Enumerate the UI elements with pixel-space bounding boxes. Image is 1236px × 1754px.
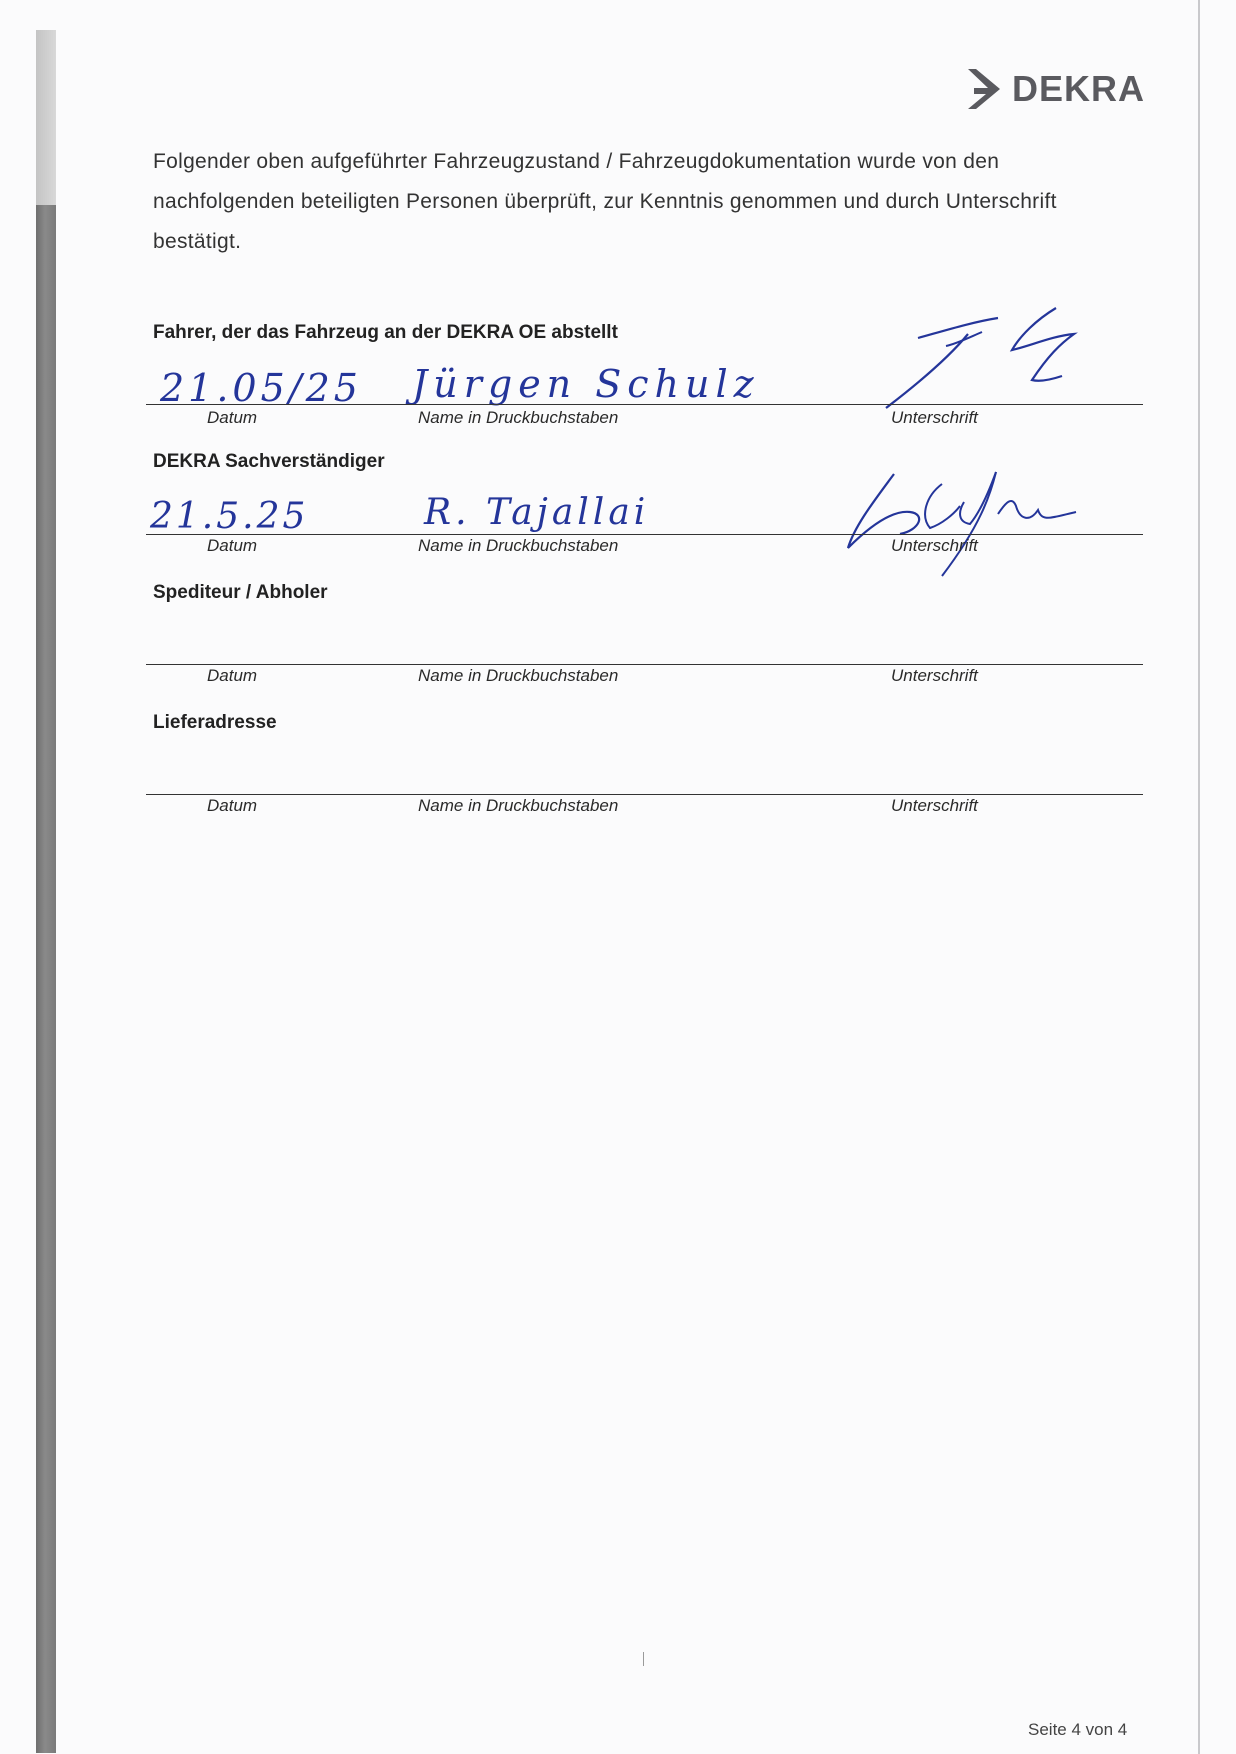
handwritten-date: 21.05/25 [160,366,362,410]
section-title: DEKRA Sachverständiger [153,451,385,472]
signature-line [146,404,1143,405]
name-label: Name in Druckbuchstaben [418,796,619,815]
name-label: Name in Druckbuchstaben [418,408,619,427]
handwritten-name: Jürgen Schulz [412,362,760,406]
dekra-arrow-icon [964,66,1004,112]
section-title: Spediteur / Abholer [153,582,328,603]
scan-margin-dark [36,205,56,1753]
scan-mark [643,1652,644,1666]
signature-label: Unterschrift [891,536,978,555]
section-title: Fahrer, der das Fahrzeug an der DEKRA OE abstellt [153,322,618,343]
dekra-logo [964,66,1145,112]
page-edge [1198,0,1200,1754]
intro-text: Folgender oben aufgeführter Fahrzeugzustand / Fahrzeugdokumentation wurde von den nachfolgenden beteiligten Personen überprüft, zur Kenntnis genommen und durch Unterschrift bestätigt. [153,150,1057,253]
name-label: Name in Druckbuchstaben [418,666,619,685]
signature-expert [830,466,1080,582]
date-label: Datum [207,666,258,685]
scan-margin-light [36,30,56,205]
signature-line [146,664,1143,665]
signature-line [146,534,1143,535]
signature-line [146,794,1143,795]
handwritten-date: 21.5.25 [150,496,309,537]
signature-driver [880,300,1080,412]
signature-label: Unterschrift [891,796,978,815]
name-label: Name in Druckbuchstaben [418,536,619,555]
date-label: Datum [207,796,258,815]
signature-label: Unterschrift [891,408,978,427]
signature-label: Unterschrift [891,666,978,685]
handwritten-name: R. Tajallai [424,492,650,533]
date-label: Datum [207,536,258,555]
section-title: Lieferadresse [153,712,277,733]
logo-text: DEKRA [1012,68,1146,109]
page-number: Seite 4 von 4 [1028,1720,1128,1739]
date-label: Datum [207,408,258,427]
